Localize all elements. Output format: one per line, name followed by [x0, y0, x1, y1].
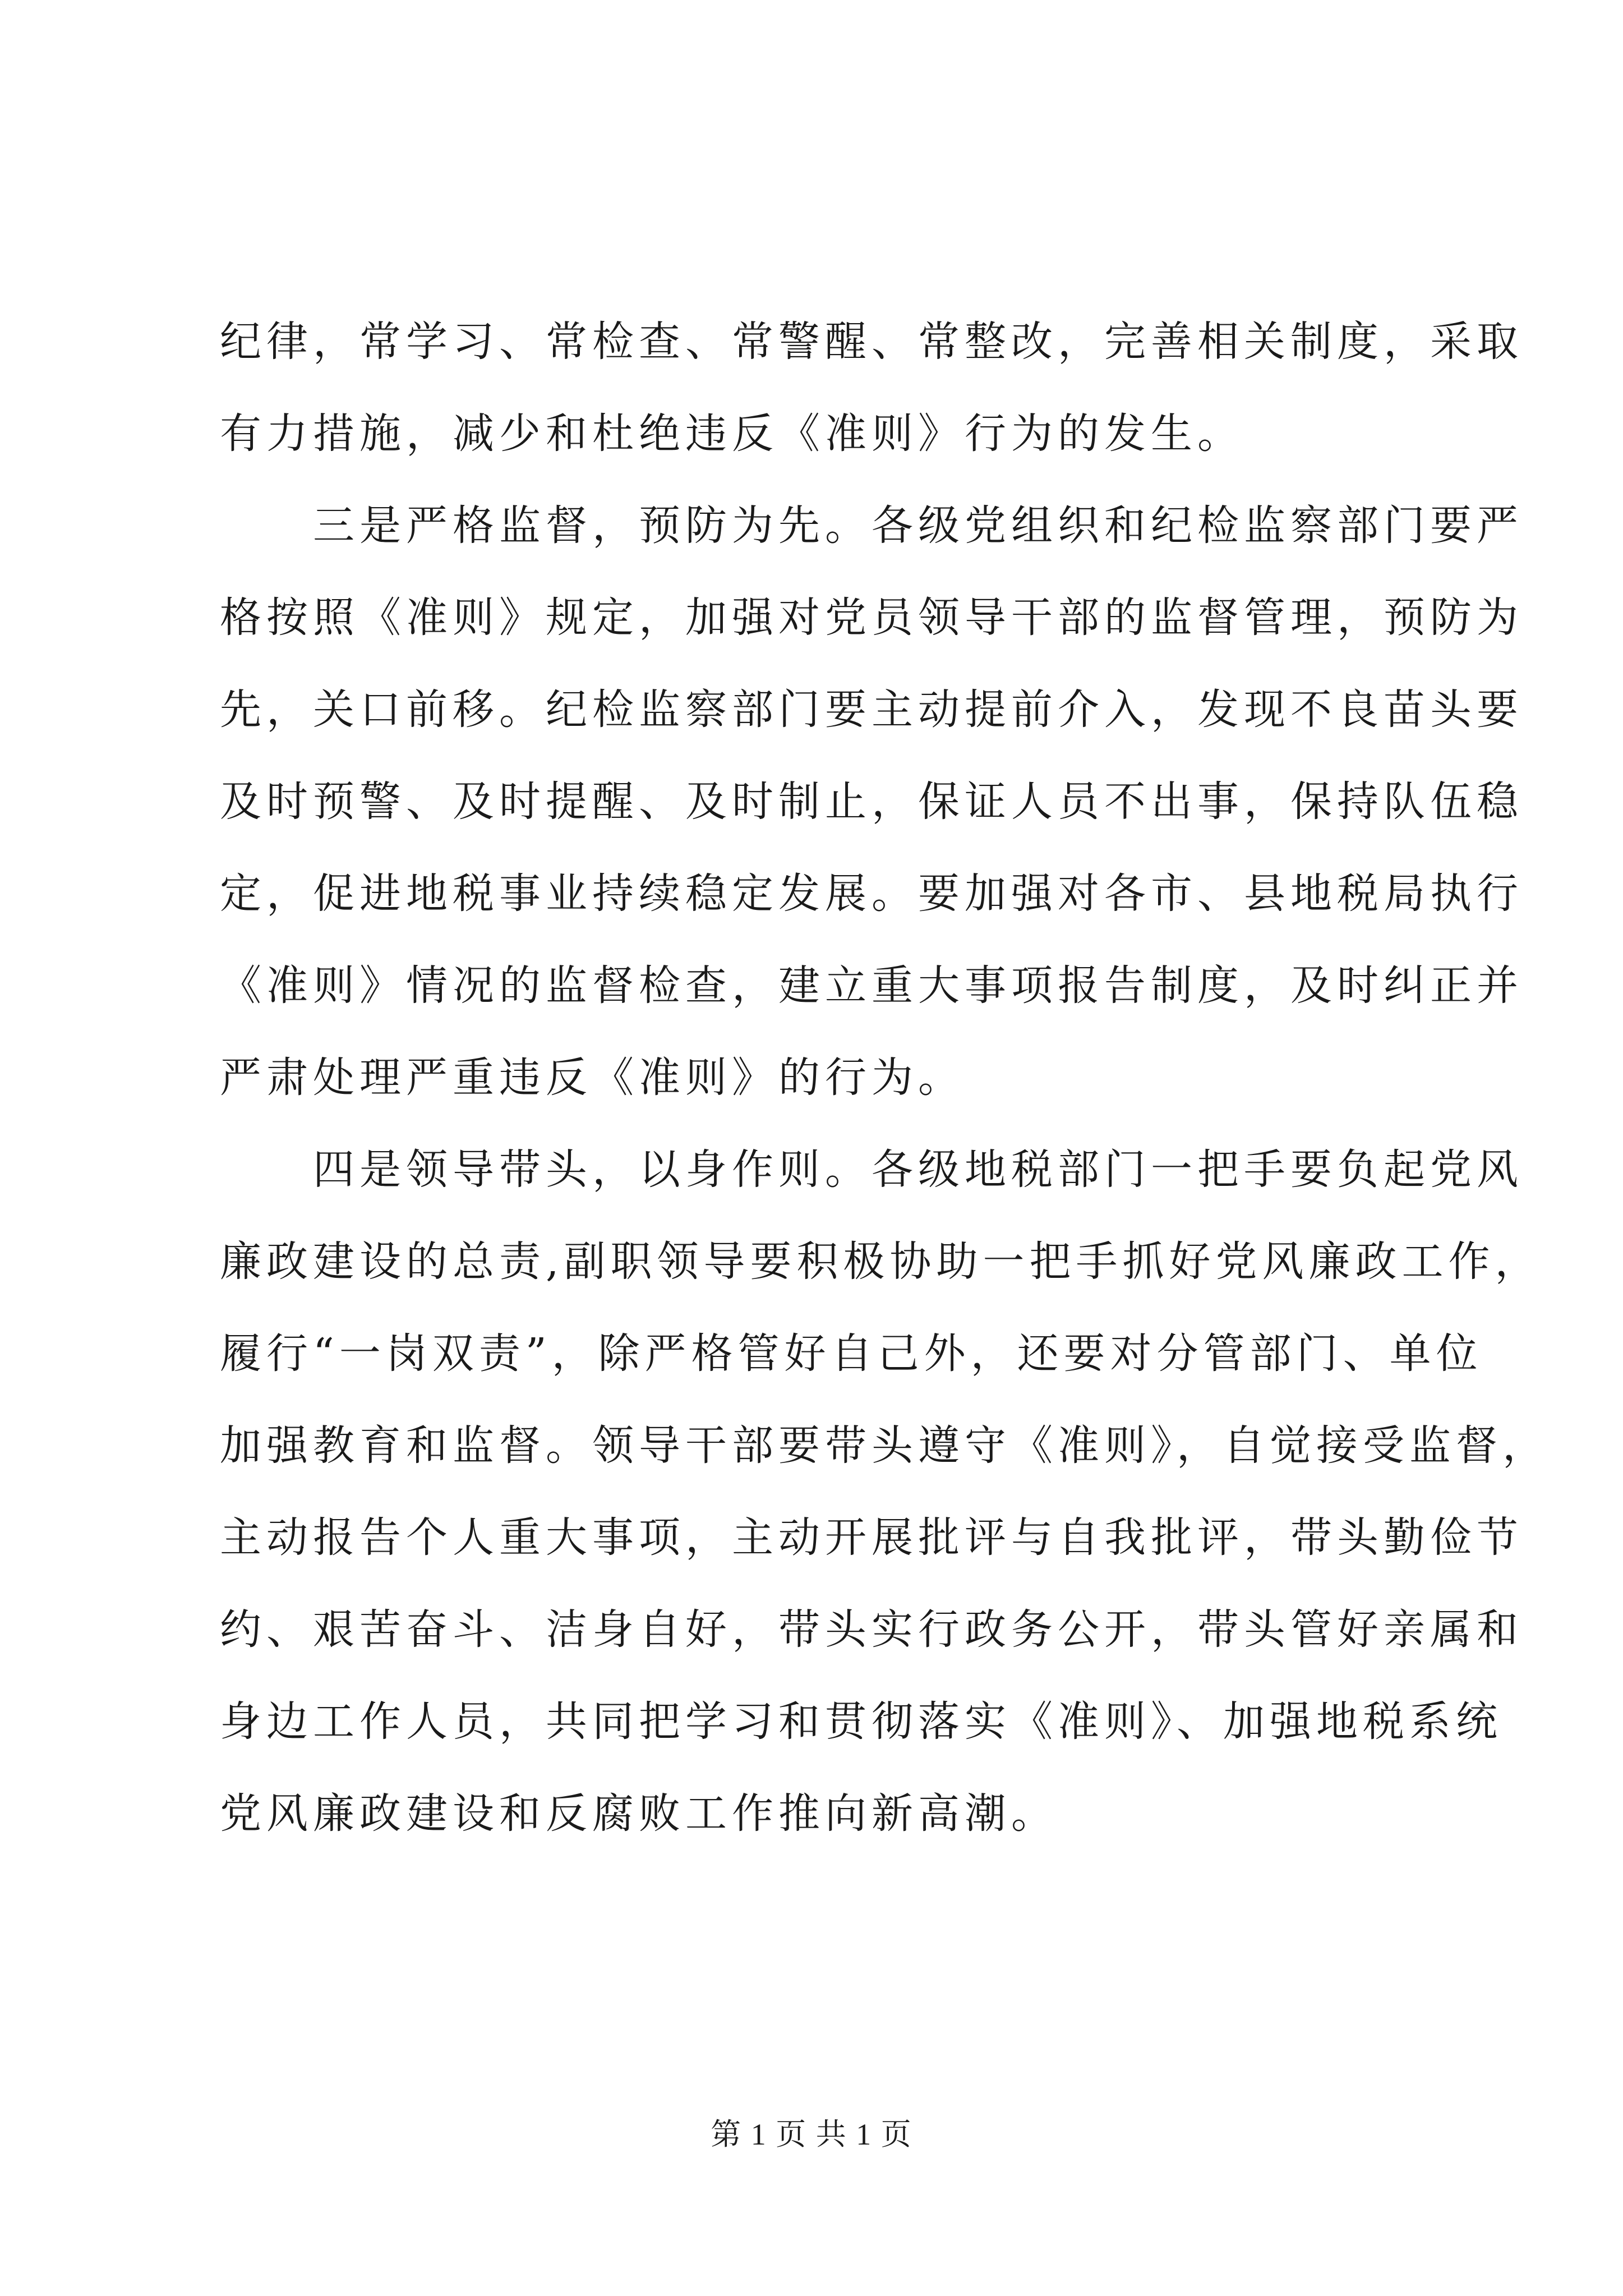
- text-line: 加强教育和监督。领导干部要带头遵守《准则》，自觉接受监督，: [220, 1421, 1549, 1470]
- text-line: 《准则》情况的监督检查，建立重大事项报告制度，及时纠正并: [220, 961, 1523, 1010]
- text-line: 约、艰苦奋斗、洁身自好，带头实行政务公开，带头管好亲属和: [220, 1605, 1523, 1654]
- text-line: 有力措施，减少和杜绝违反《准则》行为的发生。: [220, 409, 1244, 458]
- page-number-footer: 第 1 页 共 1 页: [711, 2118, 912, 2151]
- text-line: 纪律，常学习、常检查、常警醒、常整改，完善相关制度，采取: [220, 318, 1523, 366]
- text-line: 党风廉政建设和反腐败工作推向新高潮。: [220, 1789, 1058, 1838]
- text-line: 定，促进地税事业持续稳定发展。要加强对各市、县地税局执行: [220, 869, 1523, 918]
- text-line: 主动报告个人重大事项，主动开展批评与自我批评，带头勤俭节: [220, 1513, 1523, 1562]
- text-line: 严肃处理严重违反《准则》的行为。: [220, 1053, 965, 1102]
- text-line: 四是领导带头，以身作则。各级地税部门一把手要负起党风: [220, 1145, 1523, 1194]
- text-line: 及时预警、及时提醒、及时制止，保证人员不出事，保持队伍稳: [220, 777, 1523, 826]
- text-line: 三是严格监督，预防为先。各级党组织和纪检监察部门要严: [220, 501, 1523, 550]
- text-line: 廉政建设的总责,副职领导要积极协助一把手抓好党风廉政工作，: [220, 1237, 1542, 1286]
- text-line: 先，关口前移。纪检监察部门要主动提前介入，发现不良苗头要: [220, 685, 1523, 734]
- text-line: 格按照《准则》规定，加强对党员领导干部的监督管理，预防为: [220, 593, 1523, 642]
- text-line: 履行“一岗双责”，除严格管好自己外，还要对分管部门、单位: [220, 1329, 1483, 1378]
- text-line: 身边工作人员，共同把学习和贯彻落实《准则》、加强地税系统: [220, 1697, 1502, 1746]
- document-body: [220, 296, 1549, 1860]
